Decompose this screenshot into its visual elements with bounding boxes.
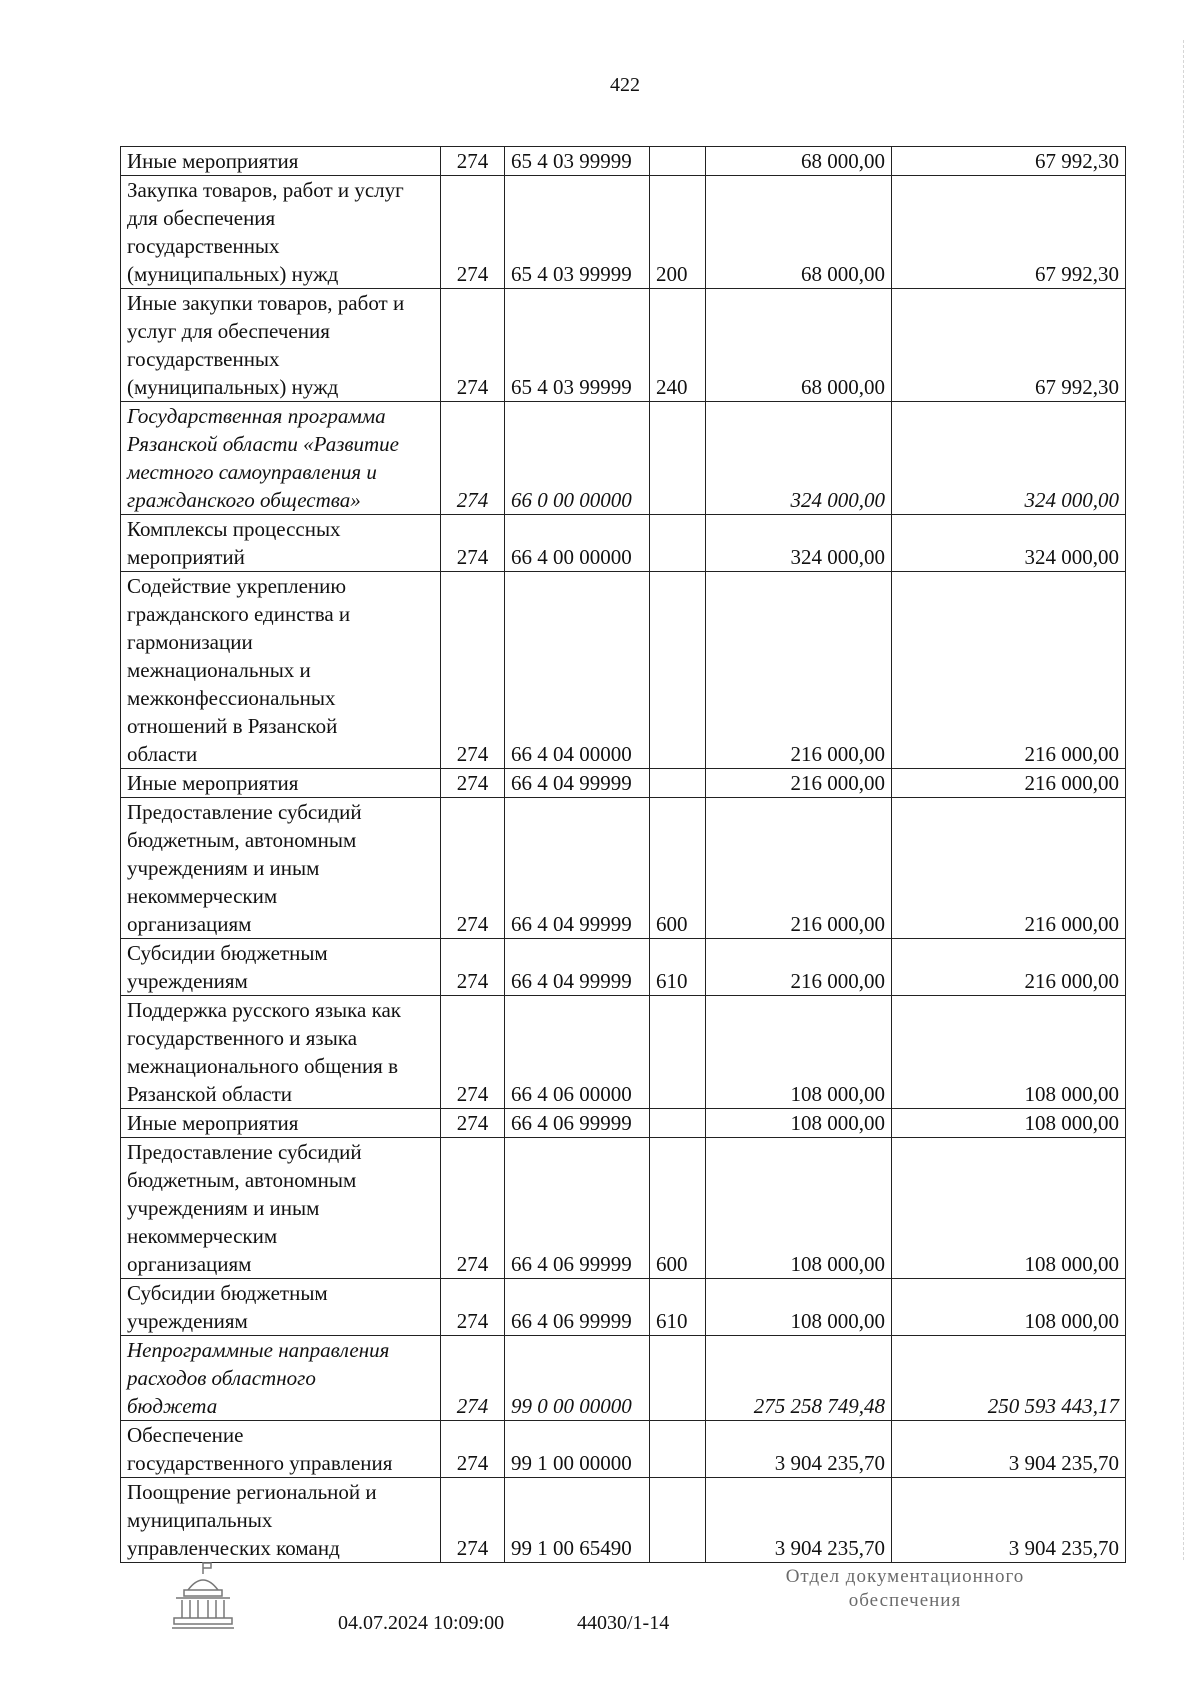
cell-expense-type: 600 (650, 1138, 706, 1279)
cell-target-code: 66 4 04 99999 (505, 939, 650, 996)
cell-admin-code: 274 (441, 1478, 505, 1563)
cell-target-code: 99 0 00 00000 (505, 1336, 650, 1421)
cell-admin-code: 274 (441, 996, 505, 1109)
cell-expense-type (650, 515, 706, 572)
cell-target-code: 66 4 06 99999 (505, 1279, 650, 1336)
cell-expense-type: 610 (650, 939, 706, 996)
cell-name: Содействие укреплению гражданского единства и гармонизации межнациональных и межконфессиональных отношений в Рязанской области (121, 572, 441, 769)
cell-name: Предоставление субсидий бюджетным, автономным учреждениям и иным некоммерческим организациям (121, 1138, 441, 1279)
cell-expense-type (650, 572, 706, 769)
duma-building-logo-icon (168, 1560, 238, 1632)
cell-admin-code: 274 (441, 939, 505, 996)
cell-amount-planned: 108 000,00 (706, 1138, 892, 1279)
footer-datetime: 04.07.2024 10:09:00 (338, 1612, 505, 1634)
cell-amount-planned: 68 000,00 (706, 289, 892, 402)
cell-name: Поощрение региональной и муниципальных управленческих команд (121, 1478, 441, 1563)
cell-admin-code: 274 (441, 769, 505, 798)
cell-target-code: 66 4 06 00000 (505, 996, 650, 1109)
cell-name: Государственная программа Рязанской области «Развитие местного самоуправления и гражданского общества» (121, 402, 441, 515)
cell-name: Иные мероприятия (121, 1109, 441, 1138)
cell-amount-planned: 216 000,00 (706, 769, 892, 798)
cell-amount-executed: 324 000,00 (892, 402, 1126, 515)
cell-name: Комплексы процессных мероприятий (121, 515, 441, 572)
cell-name: Поддержка русского языка как государственного и языка межнационального общения в Рязанской области (121, 996, 441, 1109)
cell-amount-planned: 108 000,00 (706, 996, 892, 1109)
table-row (121, 572, 1126, 769)
cell-expense-type (650, 1336, 706, 1421)
cell-admin-code: 274 (441, 1421, 505, 1478)
cell-name: Обеспечение государственного управления (121, 1421, 441, 1478)
table-row (121, 1336, 1126, 1421)
cell-expense-type (650, 1421, 706, 1478)
cell-name: Иные мероприятия (121, 769, 441, 798)
cell-target-code: 66 4 04 99999 (505, 769, 650, 798)
cell-expense-type (650, 996, 706, 1109)
table-row (121, 1109, 1126, 1138)
cell-amount-executed: 3 904 235,70 (892, 1478, 1126, 1563)
stamp-line-1: Отдел документационного (785, 1566, 1025, 1587)
cell-admin-code: 274 (441, 572, 505, 769)
cell-amount-planned: 216 000,00 (706, 939, 892, 996)
cell-expense-type: 600 (650, 798, 706, 939)
table-row (121, 402, 1126, 515)
table-row (121, 1421, 1126, 1478)
cell-amount-executed: 67 992,30 (892, 289, 1126, 402)
cell-admin-code: 274 (441, 1279, 505, 1336)
cell-amount-planned: 3 904 235,70 (706, 1421, 892, 1478)
cell-target-code: 66 4 06 99999 (505, 1138, 650, 1279)
table-row (121, 1279, 1126, 1336)
cell-amount-executed: 216 000,00 (892, 939, 1126, 996)
cell-amount-executed: 108 000,00 (892, 1109, 1126, 1138)
cell-admin-code: 274 (441, 147, 505, 176)
cell-admin-code: 274 (441, 1109, 505, 1138)
cell-target-code: 66 4 04 99999 (505, 798, 650, 939)
cell-target-code: 66 0 00 00000 (505, 402, 650, 515)
cell-expense-type: 240 (650, 289, 706, 402)
cell-amount-planned: 216 000,00 (706, 572, 892, 769)
cell-amount-executed: 324 000,00 (892, 515, 1126, 572)
cell-amount-planned: 324 000,00 (706, 402, 892, 515)
cell-amount-executed: 108 000,00 (892, 1279, 1126, 1336)
cell-amount-executed: 216 000,00 (892, 798, 1126, 939)
cell-admin-code: 274 (441, 798, 505, 939)
cell-admin-code: 274 (441, 1138, 505, 1279)
table-row (121, 515, 1126, 572)
table-row (121, 147, 1126, 176)
footer-document-number: 44030/1-14 (577, 1612, 670, 1634)
table-row (121, 176, 1126, 289)
page-number: 422 (610, 74, 640, 96)
cell-admin-code: 274 (441, 402, 505, 515)
cell-target-code: 65 4 03 99999 (505, 147, 650, 176)
cell-amount-planned: 108 000,00 (706, 1109, 892, 1138)
cell-target-code: 66 4 00 00000 (505, 515, 650, 572)
cell-amount-planned: 108 000,00 (706, 1279, 892, 1336)
cell-name: Иные мероприятия (121, 147, 441, 176)
scan-edge-artifact (1183, 40, 1190, 1560)
table-row (121, 769, 1126, 798)
stamp-line-2: обеспечения (848, 1590, 962, 1611)
cell-amount-executed: 108 000,00 (892, 1138, 1126, 1279)
cell-expense-type (650, 1109, 706, 1138)
cell-target-code: 99 1 00 00000 (505, 1421, 650, 1478)
cell-expense-type (650, 769, 706, 798)
cell-admin-code: 274 (441, 176, 505, 289)
cell-target-code: 65 4 03 99999 (505, 176, 650, 289)
cell-target-code: 66 4 04 00000 (505, 572, 650, 769)
budget-table-body (121, 147, 1126, 1563)
table-row (121, 289, 1126, 402)
cell-name: Непрограммные направления расходов областного бюджета (121, 1336, 441, 1421)
cell-expense-type (650, 147, 706, 176)
cell-name: Предоставление субсидий бюджетным, автономным учреждениям и иным некоммерческим организациям (121, 798, 441, 939)
cell-expense-type: 200 (650, 176, 706, 289)
budget-table (120, 146, 1126, 1563)
cell-amount-planned: 275 258 749,48 (706, 1336, 892, 1421)
cell-name: Субсидии бюджетным учреждениям (121, 1279, 441, 1336)
cell-amount-executed: 67 992,30 (892, 176, 1126, 289)
table-row (121, 1478, 1126, 1563)
cell-expense-type (650, 402, 706, 515)
cell-admin-code: 274 (441, 289, 505, 402)
cell-amount-executed: 216 000,00 (892, 769, 1126, 798)
cell-amount-planned: 324 000,00 (706, 515, 892, 572)
cell-amount-planned: 68 000,00 (706, 176, 892, 289)
table-row (121, 798, 1126, 939)
cell-amount-planned: 68 000,00 (706, 147, 892, 176)
cell-amount-executed: 108 000,00 (892, 996, 1126, 1109)
cell-target-code: 66 4 06 99999 (505, 1109, 650, 1138)
cell-amount-executed: 67 992,30 (892, 147, 1126, 176)
table-row (121, 1138, 1126, 1279)
table-row (121, 996, 1126, 1109)
cell-amount-executed: 250 593 443,17 (892, 1336, 1126, 1421)
cell-name: Иные закупки товаров, работ и услуг для обеспечения государственных (муниципальных) нужд (121, 289, 441, 402)
cell-name: Закупка товаров, работ и услуг для обеспечения государственных (муниципальных) нужд (121, 176, 441, 289)
table-row (121, 939, 1126, 996)
cell-target-code: 65 4 03 99999 (505, 289, 650, 402)
cell-admin-code: 274 (441, 1336, 505, 1421)
department-stamp (760, 1565, 1050, 1613)
cell-amount-planned: 216 000,00 (706, 798, 892, 939)
cell-name: Субсидии бюджетным учреждениям (121, 939, 441, 996)
cell-amount-executed: 216 000,00 (892, 572, 1126, 769)
cell-expense-type (650, 1478, 706, 1563)
cell-expense-type: 610 (650, 1279, 706, 1336)
cell-admin-code: 274 (441, 515, 505, 572)
cell-target-code: 99 1 00 65490 (505, 1478, 650, 1563)
cell-amount-executed: 3 904 235,70 (892, 1421, 1126, 1478)
cell-amount-planned: 3 904 235,70 (706, 1478, 892, 1563)
